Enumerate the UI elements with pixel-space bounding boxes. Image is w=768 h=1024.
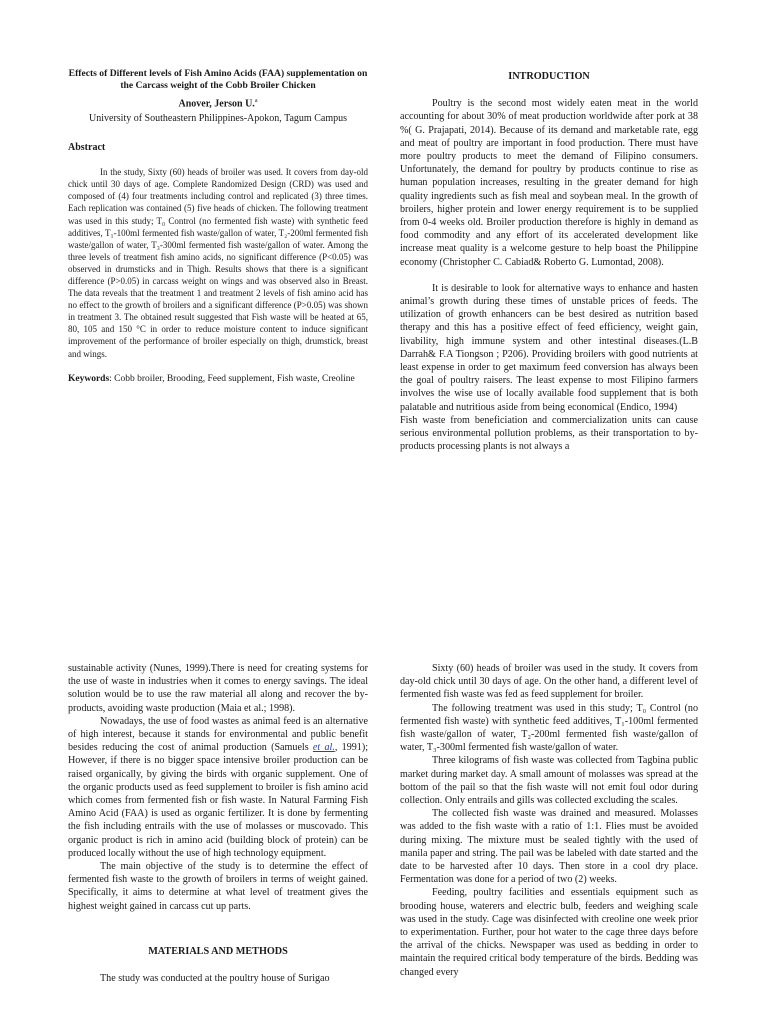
abstract-body: [68, 166, 368, 360]
body-paragraph-2-end: , 1991); However, if there is no bigger space intensive broiler production can be raised organically, by giving the birds with organic supplement. One of the organic products used as feed supplement to broiler is fish amino acid which comes from fermented fish or fish waste. In Natural Farming Fish Amino Acid (FAA) is used as organic fertilizer. It is done by fermenting the fish including entrails with the use of molasses or muscovado. This organic product is rich in amino acid (building block of protein) can be produced locally without the use of high technology equipment.: [68, 742, 369, 859]
intro-paragraph-3: Fish waste from beneficiation and commercialization units can cause serious environmental pollution problems, as their transportation to by-products processing plants is not always a: [400, 414, 698, 453]
page2-left-column: [68, 662, 368, 985]
abstract-text: In the study, Sixty (60) heads of broiler was used. It covers from day-old chick until 30 days of age. Complete Randomized Design (CRD) was used and composed of (4) four treatments including control and replicated (3) three times. Each replication was contained (5) five heads of chicken. The following treatment was used in this study; T₀ Control (no fermented fish waste) with synthetic feed additives, T₁-100ml fermented fish waste/gallon of water, T₂-200ml fermented fish waste/gallon of water, T₃-300ml fermented fish waste/gallon of water. Among the three levels of treatment fish amino acids, no significant difference (P<0.05) was observed in drumsticks and in Thigh. Results shows that there is a significant difference (P>0.05) in carcass weight on wings and was observed also in Breast. The data reveals that the treatment 1 and treatment 2 levels of fish amino acid has no effect to the growth of broilers and a significant difference (P>0.05) was shown in treatment 3. The obtained result suggested that Fish waste will be heated at 65, 80, 105 and 150 °C in order to reduce moisture content to induce significant improvement of the performance of broiler especially on thigh, drumstick, breast and wings.: [68, 167, 368, 359]
introduction-heading: INTRODUCTION: [508, 71, 590, 82]
paper-title: Effects of Different levels of Fish Amino Acids (FAA) supplementation on the Carcass weight of the Cobb Broiler Chicken: [68, 68, 368, 91]
body-paragraph-1: sustainable activity (Nunes, 1999).There is need for creating systems for the use of waste in industries when it comes to energy savings. The ideal solution would be to use the raw material all along and recover the by-products, avoiding waste production (Maia et al.; 1998).: [68, 663, 368, 714]
author-name-text: Anover, Jerson U.: [178, 98, 255, 110]
methods-paragraph-4: The collected fish waste was drained and measured. Molasses was added to the fish waste with a ratio of 1:1. Flies must be avoided during mixing. The mixture must be sealed tightly with the used of manila paper and string. The pail was be labeled with date started and the date to be harvested after 10 days. Then store in a cool dry place. Fermentation was done for a period of two (2) weeks.: [400, 808, 698, 886]
body-paragraph-3: The main objective of the study is to determine the effect of fermented fish waste to the growth of broilers in terms of weight gained. Specifically, it aims to determine at what level of treatment gives the highest weight gained in carcass cut up parts.: [68, 861, 368, 912]
page2-right-column: [400, 662, 698, 979]
citation-link[interactable]: et al.: [312, 742, 335, 754]
keywords-text: : Cobb broiler, Brooding, Feed supplement, Fish waste, Creoline: [109, 373, 355, 384]
author-affiliation-mark: a: [254, 98, 258, 105]
intro-paragraph-2: It is desirable to look for alternative ways to enhance and hasten animal’s growth during these times of unstable prices of feeds. The utilization of growth enhancers can be best desired as nutrition based therapy and this has a positive effect of feed efficiency, weight gain, livability, high immune system and other intestinal diseases.(L.B Darrah& F.A Tiongson ; P206). Providing broilers with good nutrients at least expense in order to get maximum feed conversion has always been the goal of poultry raisers. The least expense to most Filipino farmers involves the wise use of locally available food supplement that is both palatable and nutritious aside from being economical (Endico, 1994): [400, 282, 698, 413]
methods-paragraph-3: Three kilograms of fish waste was collected from Tagbina public market during market day. A small amount of molasses was spread at the bottom of the pail so that the fish waste will not emit foul odor during collection. Only entrails and gills was collected excluding the scales.: [400, 755, 698, 807]
intro-paragraph-1: Poultry is the second most widely eaten meat in the world accounting for about 30% of meat production worldwide after pork at 38 %( G. Prajapati, 2014). Because of its demand and marketable rate, egg and meat of poultry are important in food production. There must have more poultry products to meet the demand of Filipino consumers. Unfortunately, the demand for poultry by products continue to rise as human population increases, resulting in the greater demand for high quality ingredients such as fish meal and soybean meal. In the growth of broilers, higher protein and lower energy requirement is to be supplied from 0-4 weeks old. Broiler production therefore is highly in demand as food commodity and any effort of its accelerated development like increase meat quality is a welcome gesture to help boast the Philippine economy (Christopher C. Cabiad& Roberto G. Lumontad, 2008).: [400, 98, 698, 268]
body-paragraph-2-start: Nowadays, the use of food wastes as animal feed is an alternative of high interest, because it stands for environmental and public benefit besides reducing the cost of animal production (Samuels: [68, 715, 368, 754]
keywords-label: Keywords: [68, 373, 110, 384]
page1-right-column: [400, 70, 698, 453]
author-affiliation: University of Southeastern Philippines-Apokon, Tagum Campus: [89, 112, 347, 124]
methods-paragraph-1: Sixty (60) heads of broiler was used in the study. It covers from day-old chick until 30 days of age. On the other hand, a different level of fermented fish waste was fed as feed supplement for broiler.: [400, 663, 698, 701]
methods-paragraph-5: Feeding, poultry facilities and essentials equipment such as brooding house, waterers and electric bulb, feeders and weighing scale was used in the study. Cage was disinfected with creoline one week prior to experimentation. Further, pour hot water to the cage three days before the arrival of the chicks. Newspaper was used as bedding in order to maintain the required critical body temperature of the birds. Bedding was changed every: [400, 887, 698, 978]
materials-methods-heading: MATERIALS AND METHODS: [148, 945, 288, 957]
body-paragraph-4: The study was conducted at the poultry house of Surigao: [100, 973, 330, 985]
keywords: [68, 373, 368, 386]
abstract-heading: Abstract: [68, 141, 106, 153]
body-paragraph-2: [68, 715, 368, 860]
page1-left-column: [68, 68, 368, 385]
methods-paragraph-2: The following treatment was used in this study; T₀ Control (no fermented fish waste) with synthetic feed additives, T₁-100ml fermented fish waste/gallon of water, T₂-200ml fermented fish waste/gallon of water, T₃-300ml fermented fish waste/gallon of water.: [400, 702, 698, 754]
author-name: [68, 95, 368, 111]
